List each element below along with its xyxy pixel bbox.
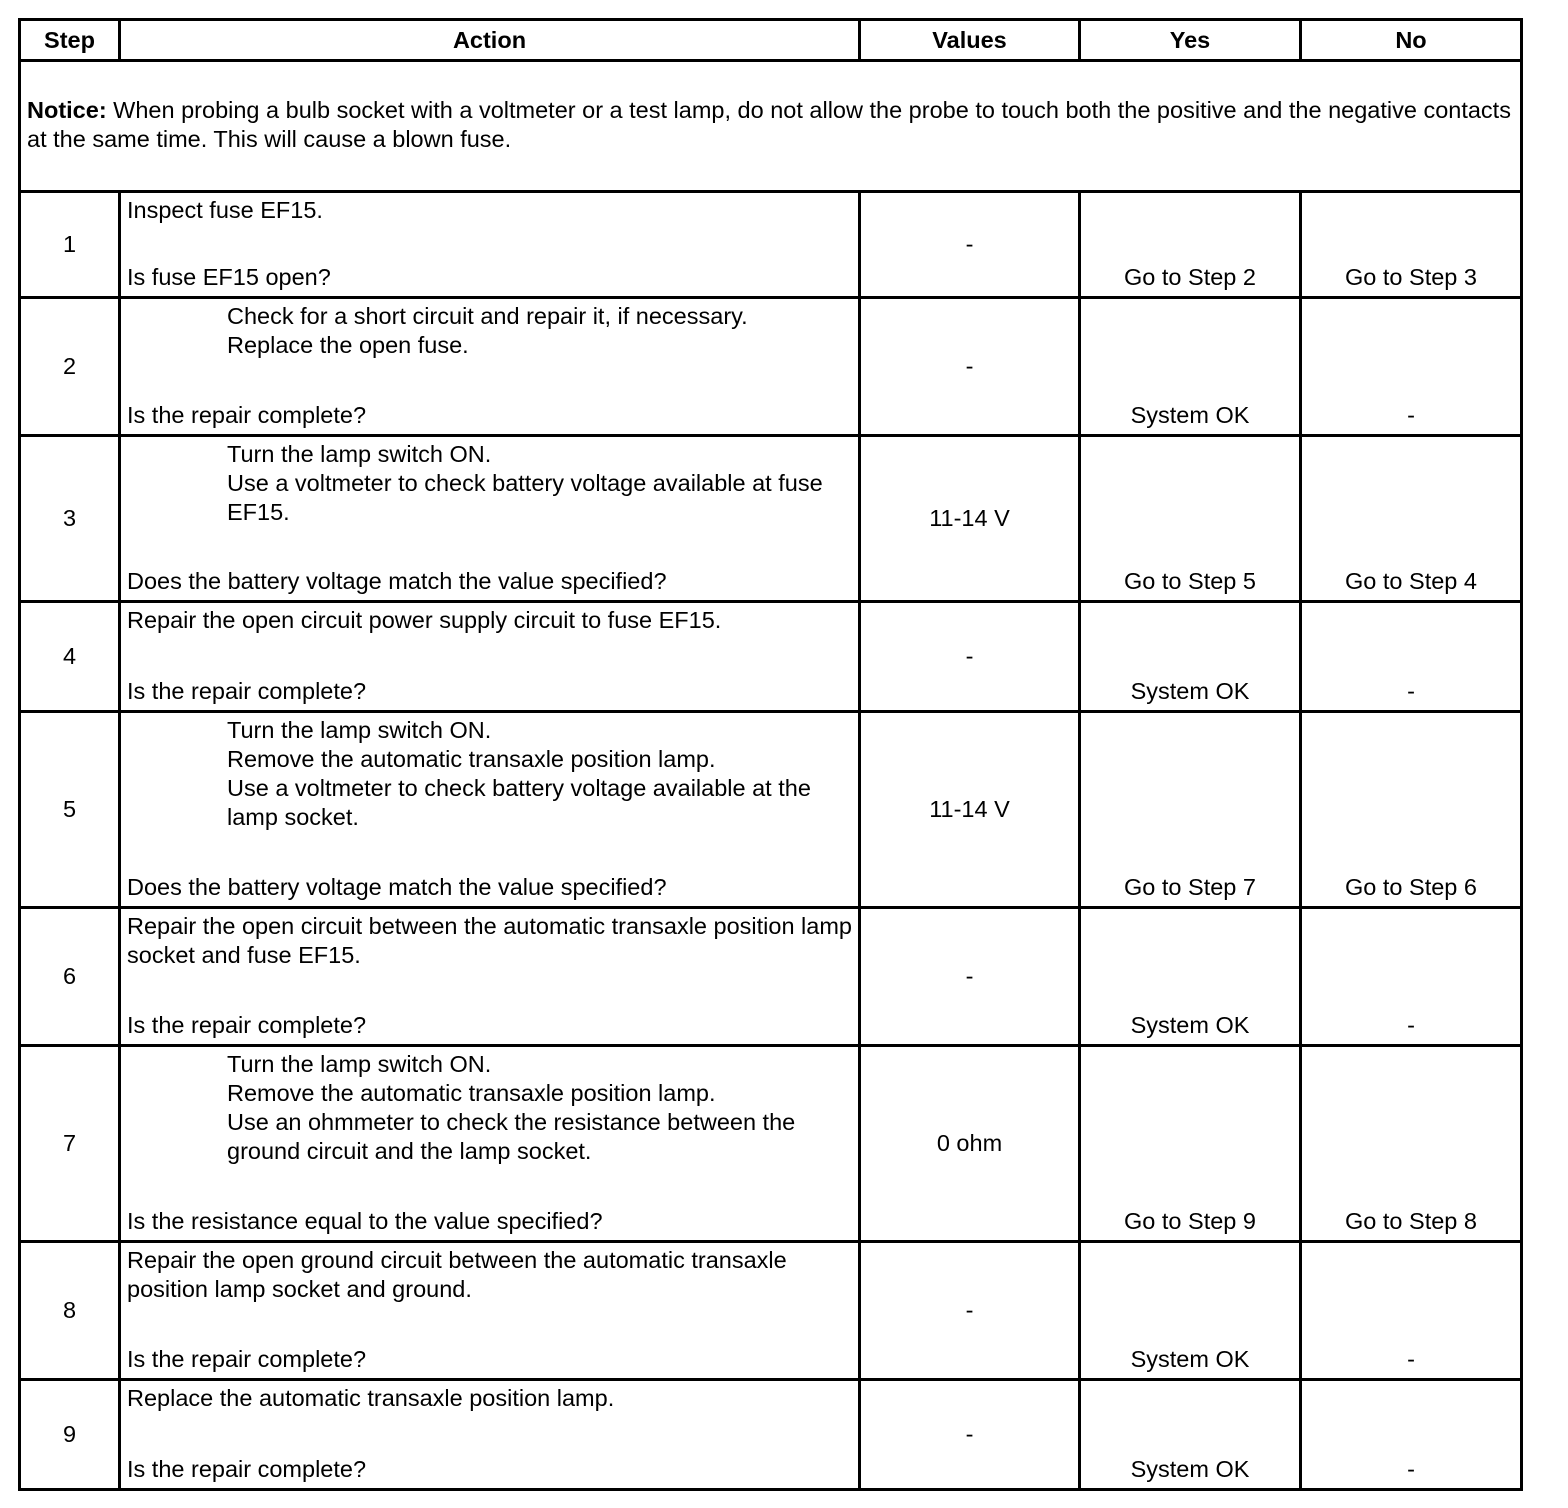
yes-cell: Go to Step 5: [1080, 436, 1301, 602]
action-cell: [120, 1046, 860, 1242]
action-question: Is the repair complete?: [127, 1346, 367, 1372]
action-instructions: [127, 1384, 852, 1413]
value-cell: -: [860, 1242, 1080, 1380]
yes-cell: System OK: [1080, 1380, 1301, 1490]
action-cell: [120, 908, 860, 1046]
value-cell: -: [860, 1380, 1080, 1490]
no-cell: -: [1301, 298, 1522, 436]
no-cell: -: [1301, 908, 1522, 1046]
no-cell: -: [1301, 1380, 1522, 1490]
action-question: Does the battery voltage match the value specified?: [127, 568, 667, 594]
action-line: Use a voltmeter to check battery voltage available at the lamp socket.: [227, 775, 818, 830]
action-line: Inspect fuse EF15.: [127, 197, 323, 223]
action-line: Turn the lamp switch ON.: [227, 717, 492, 743]
no-cell: Go to Step 8: [1301, 1046, 1522, 1242]
yes-cell: System OK: [1080, 602, 1301, 712]
no-cell: Go to Step 3: [1301, 192, 1522, 298]
notice-label: Notice:: [27, 97, 107, 123]
step-number: 1: [20, 192, 120, 298]
action-cell: [120, 192, 860, 298]
action-line: Turn the lamp switch ON.: [227, 441, 492, 467]
action-cell: [120, 1242, 860, 1380]
table-row: [20, 1046, 1522, 1242]
notice-row: [20, 61, 1522, 192]
action-instructions: [127, 606, 852, 635]
no-cell: -: [1301, 1242, 1522, 1380]
action-instructions: [127, 1050, 852, 1166]
table-row: [20, 908, 1522, 1046]
action-cell: [120, 1380, 860, 1490]
action-instructions: [127, 1246, 852, 1304]
table-row: [20, 436, 1522, 602]
header-action: Action: [120, 20, 860, 61]
action-question: Is the repair complete?: [127, 1456, 367, 1482]
header-values: Values: [860, 20, 1080, 61]
yes-cell: System OK: [1080, 908, 1301, 1046]
yes-cell: Go to Step 2: [1080, 192, 1301, 298]
step-number: 2: [20, 298, 120, 436]
action-cell: [120, 602, 860, 712]
value-cell: 0 ohm: [860, 1046, 1080, 1242]
table-row: [20, 192, 1522, 298]
action-line: Replace the open fuse.: [227, 332, 469, 358]
action-line: Check for a short circuit and repair it, if necessary.: [227, 303, 748, 329]
yes-cell: Go to Step 9: [1080, 1046, 1301, 1242]
action-instructions: [127, 440, 852, 527]
action-instructions: [127, 302, 852, 360]
table-row: [20, 298, 1522, 436]
header-yes: Yes: [1080, 20, 1301, 61]
action-instructions: [127, 196, 852, 225]
action-question: Is the repair complete?: [127, 678, 367, 704]
value-cell: -: [860, 192, 1080, 298]
action-line: Use an ohmmeter to check the resistance between the ground circuit and the lamp socket.: [227, 1109, 802, 1164]
action-question: Is the resistance equal to the value specified?: [127, 1208, 603, 1234]
action-line: Replace the automatic transaxle position lamp.: [127, 1385, 615, 1411]
header-step: Step: [20, 20, 120, 61]
diagnostic-table: [18, 18, 1523, 1491]
action-question: Is the repair complete?: [127, 402, 367, 428]
action-cell: [120, 436, 860, 602]
action-question: Is the repair complete?: [127, 1012, 367, 1038]
notice-text: When probing a bulb socket with a voltmeter or a test lamp, do not allow the probe to touch both the positive and the negative contacts at the same time. This will cause a blown fuse.: [27, 97, 1511, 152]
step-number: 6: [20, 908, 120, 1046]
value-cell: 11-14 V: [860, 712, 1080, 908]
step-number: 8: [20, 1242, 120, 1380]
action-instructions: [127, 912, 859, 970]
value-cell: -: [860, 602, 1080, 712]
table-row: [20, 602, 1522, 712]
action-cell: [120, 298, 860, 436]
notice-cell: [20, 61, 1522, 192]
value-cell: -: [860, 908, 1080, 1046]
table-row: [20, 1380, 1522, 1490]
yes-cell: System OK: [1080, 298, 1301, 436]
step-number: 3: [20, 436, 120, 602]
header-no: No: [1301, 20, 1522, 61]
action-line: Use a voltmeter to check battery voltage available at fuse EF15.: [227, 470, 830, 525]
step-number: 7: [20, 1046, 120, 1242]
step-number: 4: [20, 602, 120, 712]
no-cell: Go to Step 6: [1301, 712, 1522, 908]
header-row: [20, 20, 1522, 61]
table-row: [20, 712, 1522, 908]
yes-cell: System OK: [1080, 1242, 1301, 1380]
step-number: 9: [20, 1380, 120, 1490]
no-cell: -: [1301, 602, 1522, 712]
table-row: [20, 1242, 1522, 1380]
action-question: Does the battery voltage match the value specified?: [127, 874, 667, 900]
action-line: Repair the open circuit power supply circuit to fuse EF15.: [127, 607, 722, 633]
action-line: Remove the automatic transaxle position lamp.: [227, 1080, 716, 1106]
action-cell: [120, 712, 860, 908]
action-instructions: [127, 716, 852, 832]
action-line: Remove the automatic transaxle position lamp.: [227, 746, 716, 772]
action-question: Is fuse EF15 open?: [127, 264, 331, 290]
action-line: Repair the open ground circuit between the automatic transaxle position lamp socket and ground.: [127, 1247, 794, 1302]
value-cell: 11-14 V: [860, 436, 1080, 602]
step-number: 5: [20, 712, 120, 908]
action-line: Turn the lamp switch ON.: [227, 1051, 492, 1077]
no-cell: Go to Step 4: [1301, 436, 1522, 602]
value-cell: -: [860, 298, 1080, 436]
action-line: Repair the open circuit between the automatic transaxle position lamp socket and fuse EF15.: [127, 913, 859, 968]
yes-cell: Go to Step 7: [1080, 712, 1301, 908]
